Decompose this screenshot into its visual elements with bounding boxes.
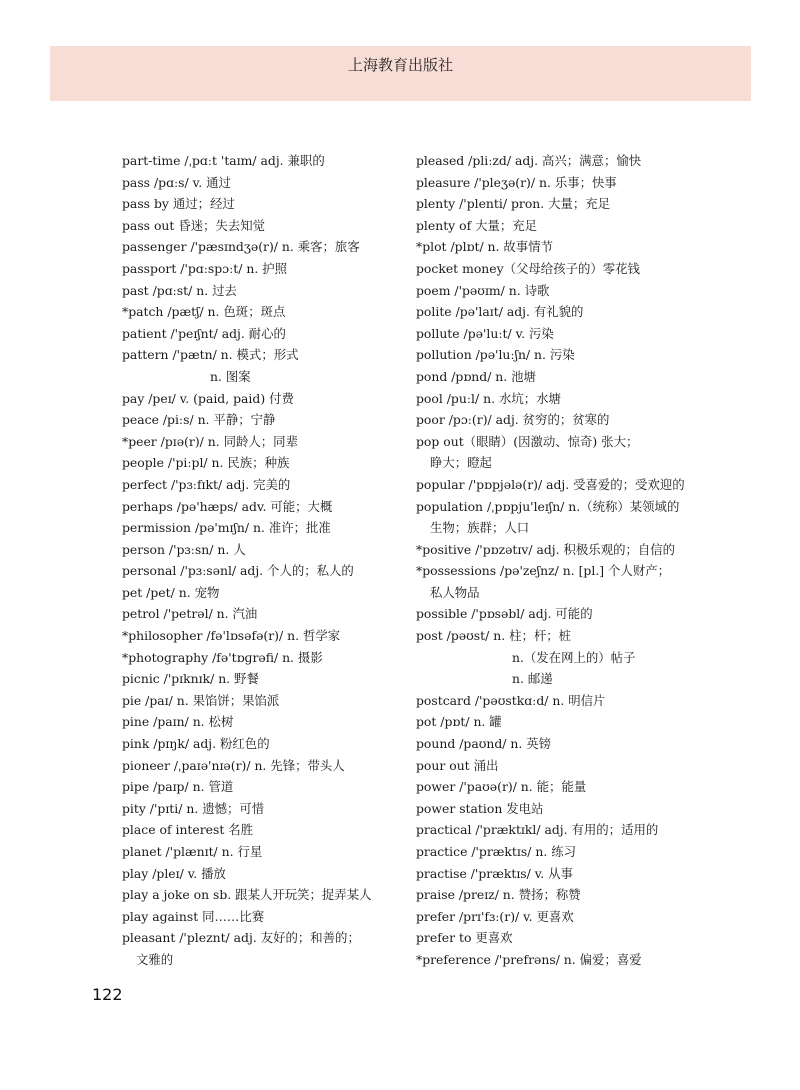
- entry-line: poor /pɔː(r)/ adj. 贫穷的；贫寒的: [416, 412, 610, 428]
- entry-line: peace /piːs/ n. 平静；宁静: [122, 412, 276, 428]
- entry-line: praise /preɪz/ n. 赞扬；称赞: [416, 887, 581, 903]
- entry-line: plenty of 大量；充足: [416, 217, 538, 233]
- entry-continuation-line: 文雅的: [136, 951, 174, 967]
- entry-line: pet /pet/ n. 宠物: [122, 584, 220, 600]
- entry-line: pie /paɪ/ n. 果馅饼；果馅派: [122, 692, 280, 708]
- page-number: 122: [92, 985, 123, 1004]
- entry-line: pot /pɒt/ n. 罐: [416, 714, 502, 730]
- entry-line: planet /'plænɪt/ n. 行星: [122, 844, 263, 859]
- entry-sense-line: n. 邮递: [512, 671, 553, 687]
- entry-line: past /pɑːst/ n. 过去: [122, 282, 237, 298]
- entry-line: *philosopher /fə'lɒsəfə(r)/ n. 哲学家: [122, 628, 341, 644]
- entry-line: post /pəʊst/ n. 柱；杆；桩: [416, 628, 572, 644]
- left-column: [122, 150, 402, 971]
- entry-line: practise /'præktɪs/ v. 从事: [416, 865, 573, 881]
- entry-line: pleasure /'pleʒə(r)/ n. 乐事；快事: [416, 174, 617, 190]
- entry-line: *photography /fə'tɒɡrəfi/ n. 摄影: [122, 649, 323, 665]
- entry-line: petrol /'petrəl/ n. 汽油: [122, 606, 258, 622]
- entry-line: pity /'pɪti/ n. 遗憾；可惜: [122, 800, 265, 816]
- entry-line: practice /'præktɪs/ n. 练习: [416, 844, 576, 859]
- entry-line: pop out（眼睛）(因激动、惊奇) 张大；: [416, 433, 639, 449]
- entry-line: place of interest 名胜: [122, 822, 254, 838]
- entry-line: perhaps /pə'hæps/ adv. 可能；大概: [122, 498, 333, 514]
- entry-line: pollution /pə'luːʃn/ n. 污染: [416, 347, 575, 363]
- entry-line: prefer to 更喜欢: [416, 930, 513, 946]
- entry-line: popular /'pɒpjələ(r)/ adj. 受喜爱的；受欢迎的: [416, 476, 685, 492]
- entry-line: pond /pɒnd/ n. 池塘: [416, 368, 536, 384]
- entry-line: permission /pə'mɪʃn/ n. 准许；批准: [122, 520, 331, 536]
- entry-line: patient /'peɪʃnt/ adj. 耐心的: [122, 325, 286, 341]
- entry-line: personal /'pɜːsənl/ adj. 个人的；私人的: [122, 563, 354, 579]
- entry-line: *preference /'prefrəns/ n. 偏爱；喜爱: [416, 951, 642, 967]
- entry-line: play against 同……比赛: [122, 908, 265, 924]
- entry-line: practical /'præktɪkl/ adj. 有用的；适用的: [416, 822, 659, 838]
- entry-line: pleasant /'pleznt/ adj. 友好的；和善的；: [122, 930, 360, 946]
- entry-line: pioneer /ˌpaɪə'nɪə(r)/ n. 先锋；带头人: [122, 757, 345, 773]
- entry-line: pass by 通过；经过: [122, 196, 235, 212]
- entry-line: pocket money（父母给孩子的）零花钱: [416, 260, 640, 276]
- entry-line: pound /paʊnd/ n. 英镑: [416, 736, 552, 752]
- entry-line: plenty /'plenti/ pron. 大量；充足: [416, 196, 611, 212]
- entry-line: person /'pɜːsn/ n. 人: [122, 541, 246, 557]
- entry-line: pass out 昏迷；失去知觉: [122, 217, 266, 233]
- entry-line: poem /'pəʊɪm/ n. 诗歌: [416, 282, 550, 298]
- entry-line: part-time /ˌpɑːt 'taɪm/ adj. 兼职的: [122, 153, 325, 168]
- publisher-title: 上海教育出版社: [347, 56, 453, 74]
- entry-continuation-line: 生物；族群；人口: [430, 520, 530, 536]
- entry-line: pour out 涌出: [416, 757, 499, 773]
- entry-sense-line: n. 图案: [210, 368, 251, 384]
- entry-continuation-line: 睁大；瞪起: [430, 455, 492, 471]
- entry-line: power /'paʊə(r)/ n. 能；能量: [416, 779, 587, 795]
- entry-line: pool /puːl/ n. 水坑；水塘: [416, 390, 561, 406]
- entry-line: pattern /'pætn/ n. 模式；形式: [122, 347, 299, 363]
- entry-line: pine /paɪn/ n. 松树: [122, 714, 234, 730]
- entry-line: population /ˌpɒpju'leɪʃn/ n.（统称）某领域的: [416, 498, 680, 514]
- entry-line: perfect /'pɜːfɪkt/ adj. 完美的: [122, 476, 291, 492]
- entry-line: passport /'pɑːspɔːt/ n. 护照: [122, 260, 288, 276]
- entry-line: *patch /pætʃ/ n. 色斑；斑点: [122, 304, 286, 320]
- entry-line: play /pleɪ/ v. 播放: [122, 865, 226, 881]
- entry-line: *positive /'pɒzətɪv/ adj. 积极乐观的；自信的: [416, 541, 676, 557]
- entry-line: pollute /pə'luːt/ v. 污染: [416, 325, 554, 341]
- entry-line: pink /pɪŋk/ adj. 粉红色的: [122, 736, 270, 752]
- entry-line: polite /pə'laɪt/ adj. 有礼貌的: [416, 304, 584, 320]
- entry-line: *possessions /pə'zeʃnz/ n. [pl.] 个人财产；: [416, 563, 670, 579]
- entry-line: passenger /'pæsɪndʒə(r)/ n. 乘客；旅客: [122, 239, 360, 255]
- header-band: [50, 46, 751, 101]
- entry-line: pipe /paɪp/ n. 管道: [122, 779, 234, 795]
- entry-line: picnic /'pɪknɪk/ n. 野餐: [122, 671, 259, 687]
- entry-line: prefer /prɪ'fɜː(r)/ v. 更喜欢: [416, 908, 574, 924]
- entry-line: possible /'pɒsəbl/ adj. 可能的: [416, 606, 593, 622]
- right-column: [416, 150, 716, 971]
- entry-line: play a joke on sb. 跟某人开玩笑；捉弄某人: [122, 887, 372, 903]
- entry-line: power station 发电站: [416, 800, 544, 816]
- entry-line: postcard /'pəʊstkɑːd/ n. 明信片: [416, 692, 606, 708]
- entry-line: *plot /plɒt/ n. 故事情节: [416, 239, 553, 255]
- entry-line: pay /peɪ/ v. (paid, paid) 付费: [122, 390, 294, 406]
- entry-line: *peer /pɪə(r)/ n. 同龄人；同辈: [122, 433, 298, 449]
- entry-line: people /'piːpl/ n. 民族；种族: [122, 455, 290, 471]
- entry-continuation-line: 私人物品: [430, 584, 480, 600]
- entry-line: pass /pɑːs/ v. 通过: [122, 174, 231, 190]
- entry-line: pleased /pliːzd/ adj. 高兴；满意；愉快: [416, 153, 642, 168]
- entry-sense-line: n.（发在网上的）帖子: [512, 649, 636, 665]
